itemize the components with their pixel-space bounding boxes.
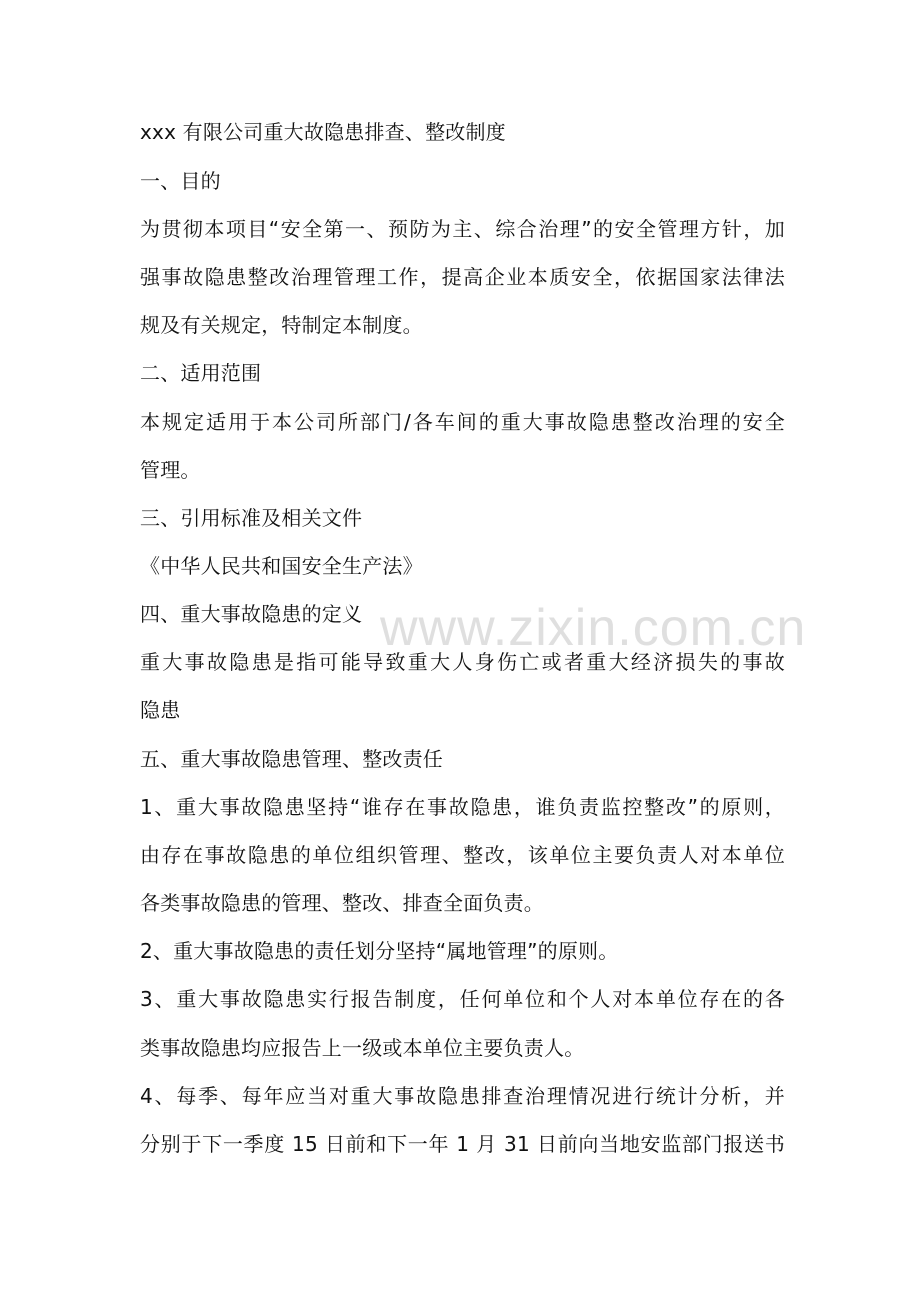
paragraph-line: 1、重大事故隐患坚持“谁存在事故隐患，谁负责监控整改”的原则， bbox=[140, 795, 785, 819]
paragraph-line: 3、重大事故隐患实行报告制度，任何单位和个人对本单位存在的各 bbox=[140, 987, 785, 1011]
paragraph-line: 分别于下一季度 15 日前和下一年 1 月 31 日前向当地安监部门报送书 bbox=[140, 1132, 785, 1156]
document-title: xxx 有限公司重大故隐患排查、整改制度 bbox=[140, 120, 506, 144]
paragraph-line: 各类事故隐患的管理、整改、排查全面负责。 bbox=[140, 891, 544, 915]
watermark: www.zixin.com.cn bbox=[380, 599, 807, 657]
paragraph-line: 2、重大事故隐患的责任划分坚持“属地管理”的原则。 bbox=[140, 939, 619, 963]
paragraph-line: 强事故隐患整改治理管理工作，提高企业本质安全，依据国家法律法 bbox=[140, 265, 785, 289]
paragraph-line: 本规定适用于本公司所部门/各车间的重大事故隐患整改治理的安全 bbox=[140, 410, 785, 434]
paragraph-line: 规及有关规定，特制定本制度。 bbox=[140, 313, 423, 337]
section-heading-scope: 二、适用范围 bbox=[140, 361, 262, 385]
paragraph-line: 隐患 bbox=[140, 698, 181, 722]
paragraph-line: 管理。 bbox=[140, 458, 201, 482]
paragraph-line: 4、每季、每年应当对重大事故隐患排查治理情况进行统计分析，并 bbox=[140, 1084, 785, 1108]
section-heading-definition: 四、重大事故隐患的定义 bbox=[140, 602, 363, 626]
section-heading-responsibility: 五、重大事故隐患管理、整改责任 bbox=[140, 747, 443, 771]
section-heading-purpose: 一、目的 bbox=[140, 169, 221, 193]
paragraph-line: 《中华人民共和国安全生产法》 bbox=[140, 554, 423, 578]
paragraph-line: 为贯彻本项目“安全第一、预防为主、综合治理”的安全管理方针，加 bbox=[140, 217, 785, 241]
paragraph-line: 类事故隐患均应报告上一级或本单位主要负责人。 bbox=[140, 1036, 585, 1060]
section-heading-references: 三、引用标准及相关文件 bbox=[140, 506, 363, 530]
paragraph-line: 由存在事故隐患的单位组织管理、整改，该单位主要负责人对本单位 bbox=[140, 843, 785, 867]
paragraph-line: 重大事故隐患是指可能导致重大人身伤亡或者重大经济损失的事故 bbox=[140, 650, 785, 674]
